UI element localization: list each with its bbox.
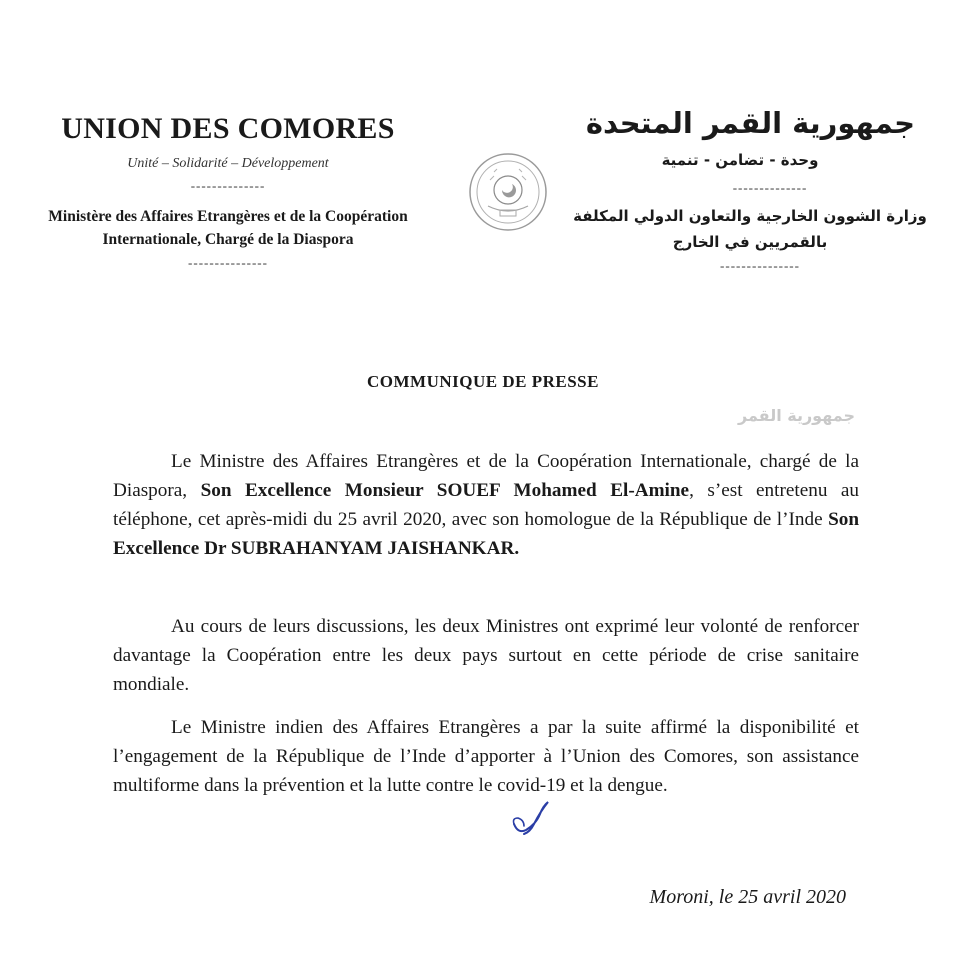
- separator-right-1: --------------: [732, 180, 808, 195]
- place-and-date: Moroni, le 25 avril 2020: [649, 886, 846, 908]
- country-name-fr: UNION DES COMORES: [61, 112, 395, 145]
- paragraph-3-text: Le Ministre indien des Affaires Etrangères a par la suite affirmé la disponibilité et l’engagement de la République de l’Inde d’apporter à l’Union des Comores, son assistance multiforme dans la prévention et la lutte contre le covid-19 et la dengue.: [113, 717, 859, 796]
- separator-left-1: --------------: [190, 178, 266, 193]
- document-title: COMMUNIQUE DE PRESSE: [367, 372, 599, 391]
- ministry-line-1: Ministère des Affaires Etrangères et de la Coopération: [48, 208, 408, 225]
- minister-india-name: Son Excellence Dr SUBRAHANYAM JAISHANKAR.: [113, 509, 859, 559]
- separator-right-2: ---------------: [720, 258, 800, 273]
- stamp-bleed-through: جمهورية القمر: [738, 406, 856, 425]
- paragraph-1: [113, 447, 859, 563]
- paragraph-1-text-a: Le Ministre des Affaires Etrangères et de la Coopération Internationale, chargé de la Diaspora,: [113, 451, 859, 501]
- ministry-name-fr: [0, 205, 456, 251]
- coat-of-arms-seal-icon: [466, 150, 550, 234]
- paragraph-2-text: Au cours de leurs discussions, les deux Ministres ont exprimé leur volonté de renforcer davantage la Coopération entre les deux pays surtout en cette période de crise sanitaire mondiale.: [113, 616, 859, 695]
- minister-comoros-name: Son Excellence Monsieur SOUEF Mohamed El-Amine: [200, 480, 690, 501]
- separator-left-2: ---------------: [188, 255, 268, 270]
- ministry-line-2: Internationale, Chargé de la Diaspora: [102, 231, 354, 248]
- country-name-ar: جمهورية القمر المتحدة: [585, 106, 915, 140]
- paragraph-2: [113, 612, 859, 699]
- ministry-name-ar: وزارة الشوون الخارجية والتعاون الدولي المكلفة بالقمريين في الخارج: [573, 207, 927, 251]
- paragraph-1-text-b: , s’est entretenu au téléphone, cet après-midi du 25 avril 2020, avec son homologue de la République de l’Inde: [113, 480, 860, 530]
- handwritten-check-icon: [508, 798, 556, 840]
- national-motto-fr: Unité – Solidarité – Développement: [127, 156, 329, 171]
- paragraph-3: [113, 713, 859, 800]
- national-motto-ar: وحدة - تضامن - تنمية: [661, 151, 819, 169]
